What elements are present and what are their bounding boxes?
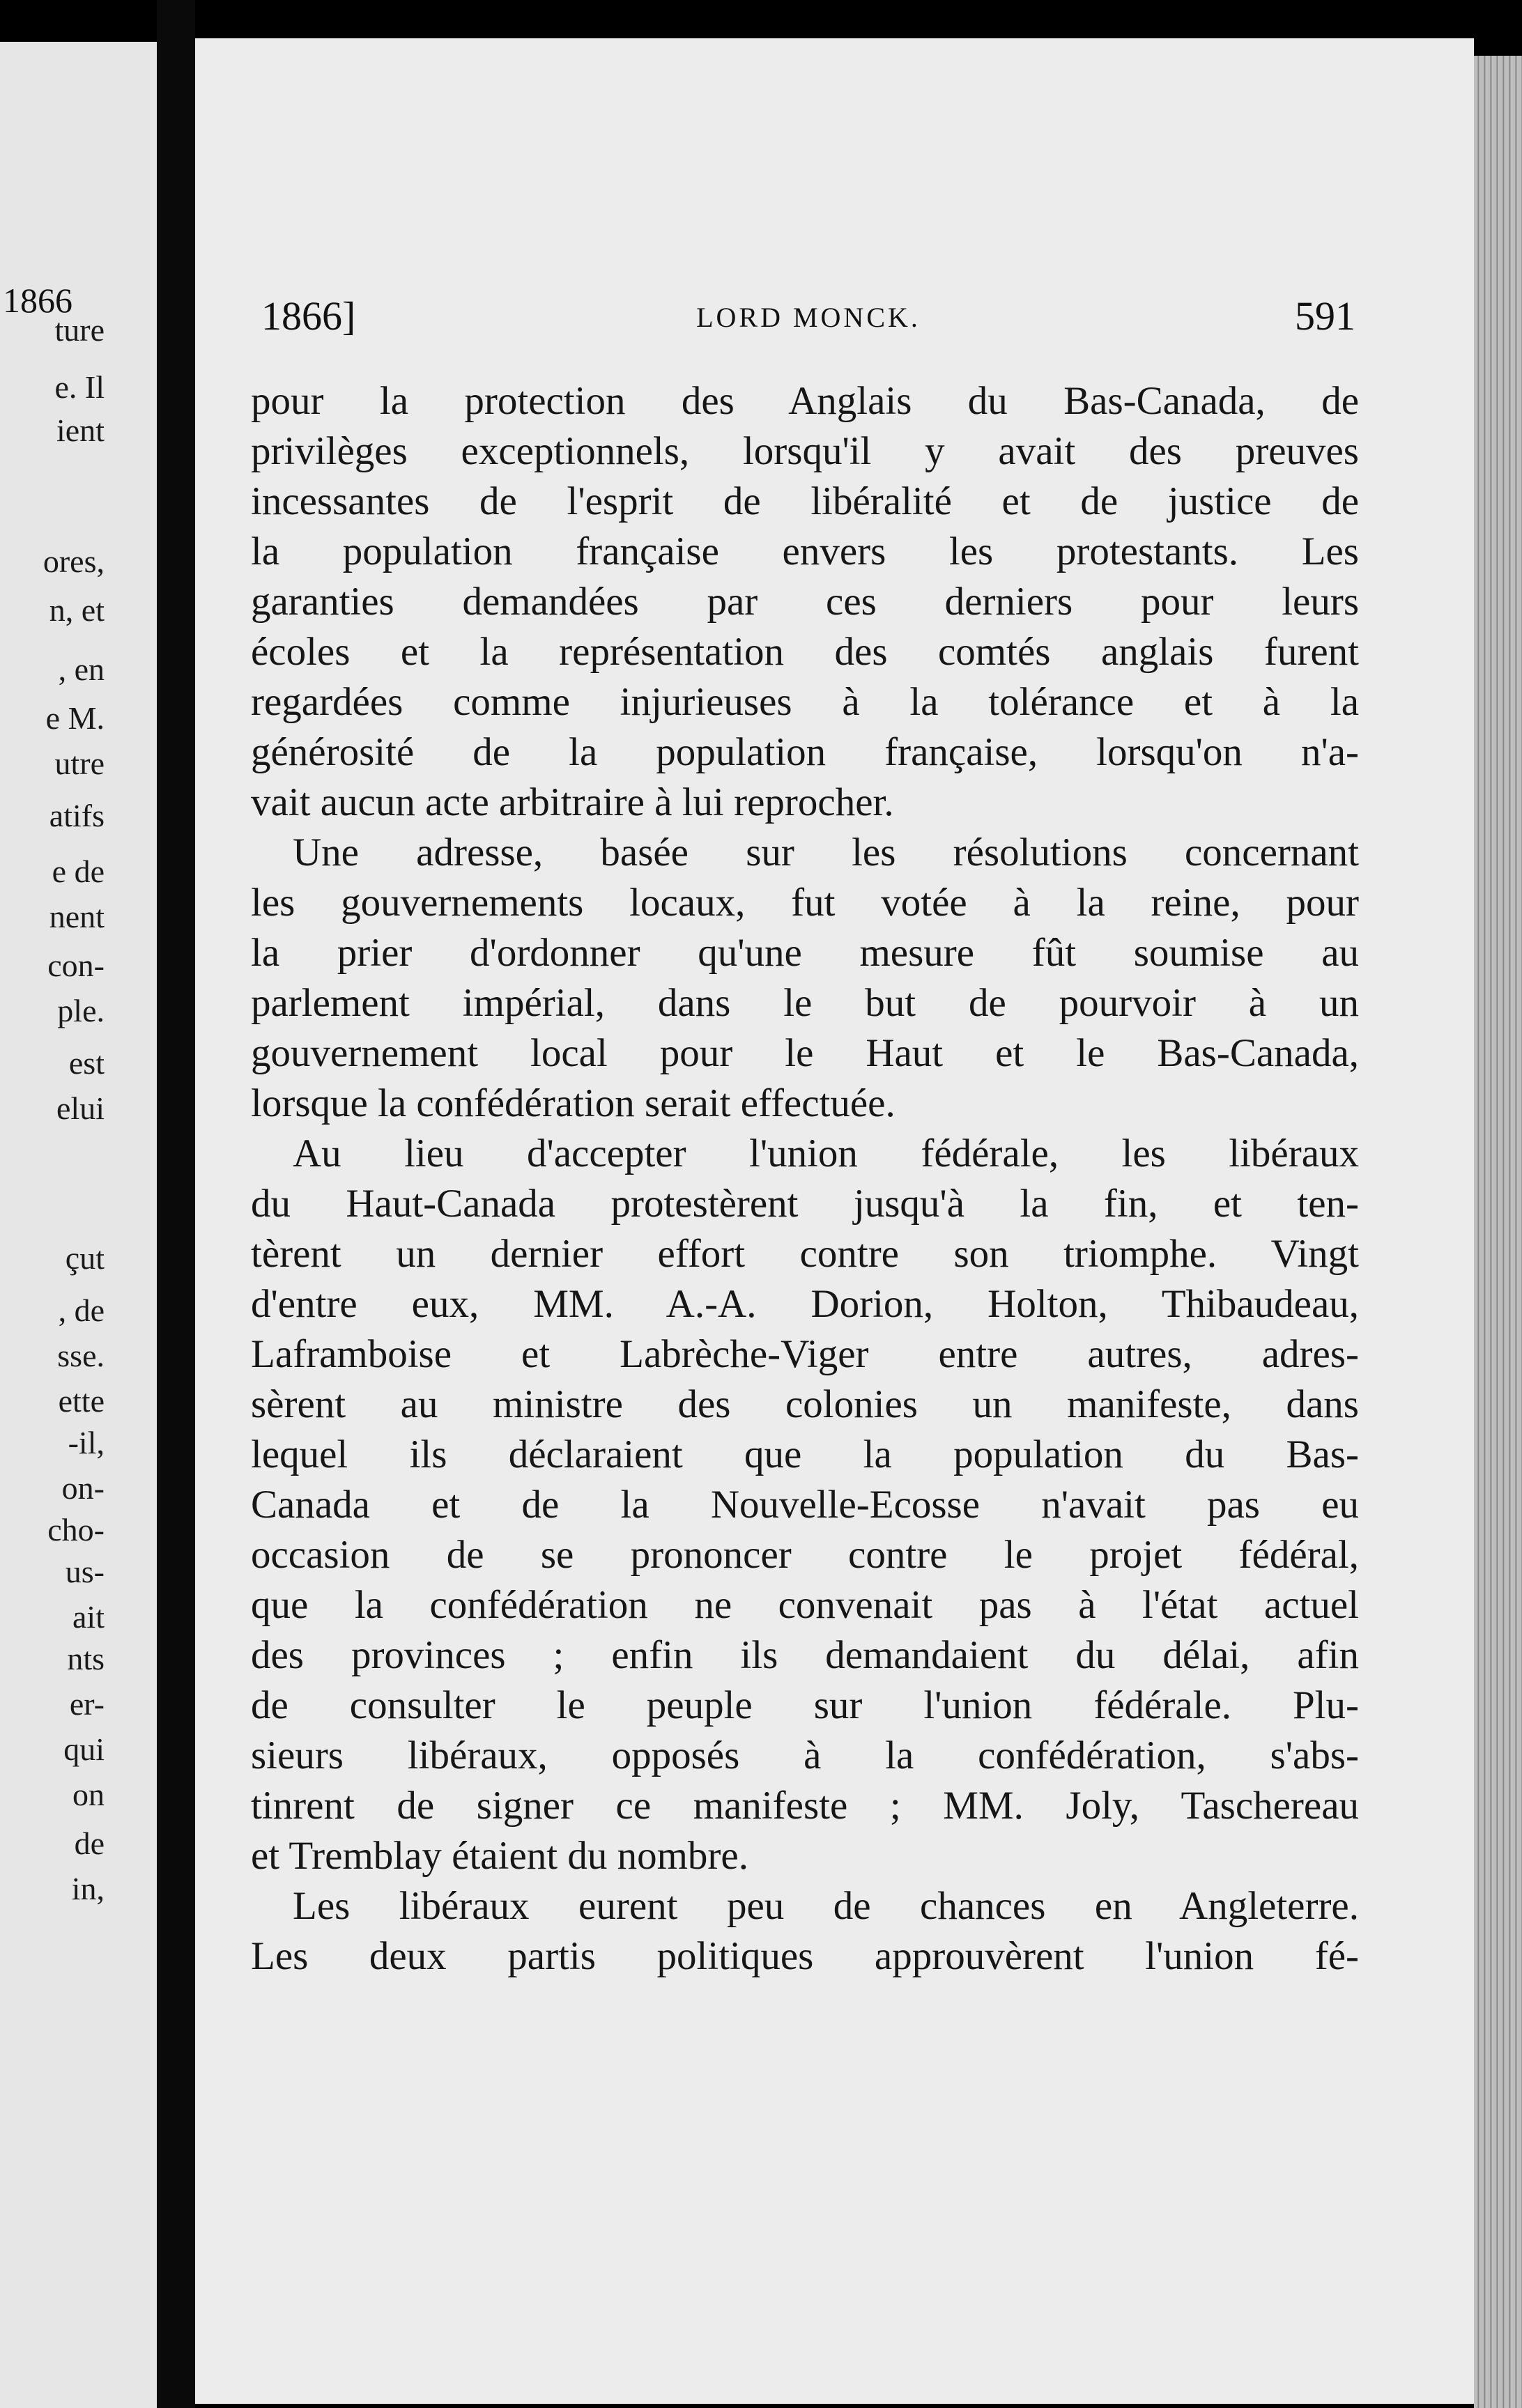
- left-page-line: on-: [61, 1470, 105, 1506]
- text-line: Une adresse, basée sur les résolutions concernant: [293, 831, 1359, 874]
- left-page-line: elui: [56, 1090, 105, 1126]
- left-page-line: ait: [72, 1599, 105, 1635]
- left-page-line: e. Il: [54, 369, 105, 405]
- page-number: 591: [1295, 293, 1355, 339]
- text-line: Canada et de la Nouvelle-Ecosse n'avait pas eu: [251, 1483, 1359, 1527]
- text-line: Les deux partis politiques approuvèrent l'union fé-: [251, 1934, 1359, 1978]
- left-page-line: nent: [49, 899, 105, 934]
- left-page-line: est: [68, 1045, 105, 1081]
- running-header: [261, 293, 1355, 341]
- text-line: du Haut-Canada protestèrent jusqu'à la fin, et ten-: [251, 1182, 1359, 1226]
- left-page-year: 1866: [3, 281, 72, 320]
- left-page-line: qui: [63, 1731, 105, 1767]
- left-page-line: ores,: [43, 543, 105, 579]
- text-line: tinrent de signer ce manifeste ; MM. Joly, Taschereau: [251, 1784, 1359, 1828]
- text-line: d'entre eux, MM. A.-A. Dorion, Holton, Thibaudeau,: [251, 1282, 1359, 1326]
- left-page-line: sse.: [57, 1338, 105, 1373]
- text-line: Les libéraux eurent peu de chances en Angleterre.: [293, 1884, 1359, 1928]
- left-page-line: ette: [58, 1383, 105, 1419]
- left-page-line: in,: [71, 1871, 105, 1906]
- header-title: LORD MONCK.: [696, 302, 921, 333]
- left-page-line: er-: [69, 1686, 105, 1722]
- text-line: gouvernement local pour le Haut et le Bas-Canada,: [251, 1031, 1359, 1075]
- text-line: pour la protection des Anglais du Bas-Canada, de: [251, 379, 1359, 423]
- text-line: la population française envers les protestants. Les: [251, 530, 1359, 573]
- left-page-line: nts: [67, 1641, 105, 1676]
- text-line: regardées comme injurieuses à la tolérance et à la: [251, 680, 1359, 724]
- text-line: tèrent un dernier effort contre son triomphe. Vingt: [251, 1232, 1359, 1276]
- text-line: incessantes de l'esprit de libéralité et de justice de: [251, 479, 1359, 523]
- text-line: lorsque la confédération serait effectuée.: [251, 1081, 895, 1125]
- text-line: des provinces ; enfin ils demandaient du délai, afin: [251, 1633, 1359, 1677]
- left-page-line: -il,: [68, 1425, 105, 1460]
- text-line: lequel ils déclaraient que la population du Bas-: [251, 1433, 1359, 1476]
- left-page-line: ture: [54, 312, 105, 348]
- text-line: que la confédération ne convenait pas à l'état actuel: [251, 1583, 1359, 1627]
- text-line: parlement impérial, dans le but de pourvoir à un: [251, 981, 1359, 1025]
- text-line: générosité de la population française, lorsqu'on n'a-: [251, 730, 1359, 774]
- left-page-line: cho-: [47, 1512, 105, 1548]
- left-page-line: n, et: [49, 592, 105, 628]
- book-gutter: [157, 0, 195, 2408]
- text-line: privilèges exceptionnels, lorsqu'il y avait des preuves: [251, 429, 1359, 473]
- page-edges: [1474, 56, 1522, 2408]
- text-line: Au lieu d'accepter l'union fédérale, les libéraux: [293, 1132, 1359, 1175]
- text-line: les gouvernements locaux, fut votée à la reine, pour: [251, 881, 1359, 925]
- left-page-line: on: [72, 1777, 105, 1812]
- text-line: vait aucun acte arbitraire à lui reprocher.: [251, 780, 894, 824]
- left-page-line: us-: [65, 1554, 105, 1589]
- text-line: sieurs libéraux, opposés à la confédération, s'abs-: [251, 1734, 1359, 1777]
- left-page-line: çut: [65, 1240, 105, 1276]
- text-line: et Tremblay étaient du nombre.: [251, 1834, 748, 1878]
- text-line: occasion de se prononcer contre le projet fédéral,: [251, 1533, 1359, 1577]
- text-line: la prier d'ordonner qu'une mesure fût soumise au: [251, 931, 1359, 975]
- text-line: Laframboise et Labrèche-Viger entre autres, adres-: [251, 1332, 1359, 1376]
- left-page-line: atifs: [49, 798, 105, 833]
- left-page-line: ient: [56, 412, 105, 448]
- body-text: [251, 376, 1359, 1982]
- left-page-line: e M.: [45, 700, 105, 736]
- left-page-line: con-: [47, 948, 105, 983]
- text-line: sèrent au ministre des colonies un manifeste, dans: [251, 1382, 1359, 1426]
- left-page-line: utre: [54, 746, 105, 781]
- left-page-line: , de: [58, 1292, 105, 1328]
- text-line: écoles et la représentation des comtés anglais furent: [251, 630, 1359, 674]
- left-facing-page: [0, 42, 161, 2408]
- text-line: garanties demandées par ces derniers pour leurs: [251, 580, 1359, 624]
- book-page: [195, 38, 1474, 2404]
- left-page-line: ple.: [57, 993, 105, 1028]
- header-year: 1866]: [261, 293, 356, 339]
- left-page-line: , en: [58, 651, 105, 687]
- left-page-line: e de: [52, 854, 105, 889]
- left-page-line: de: [74, 1826, 105, 1861]
- text-line: de consulter le peuple sur l'union fédérale. Plu-: [251, 1683, 1359, 1727]
